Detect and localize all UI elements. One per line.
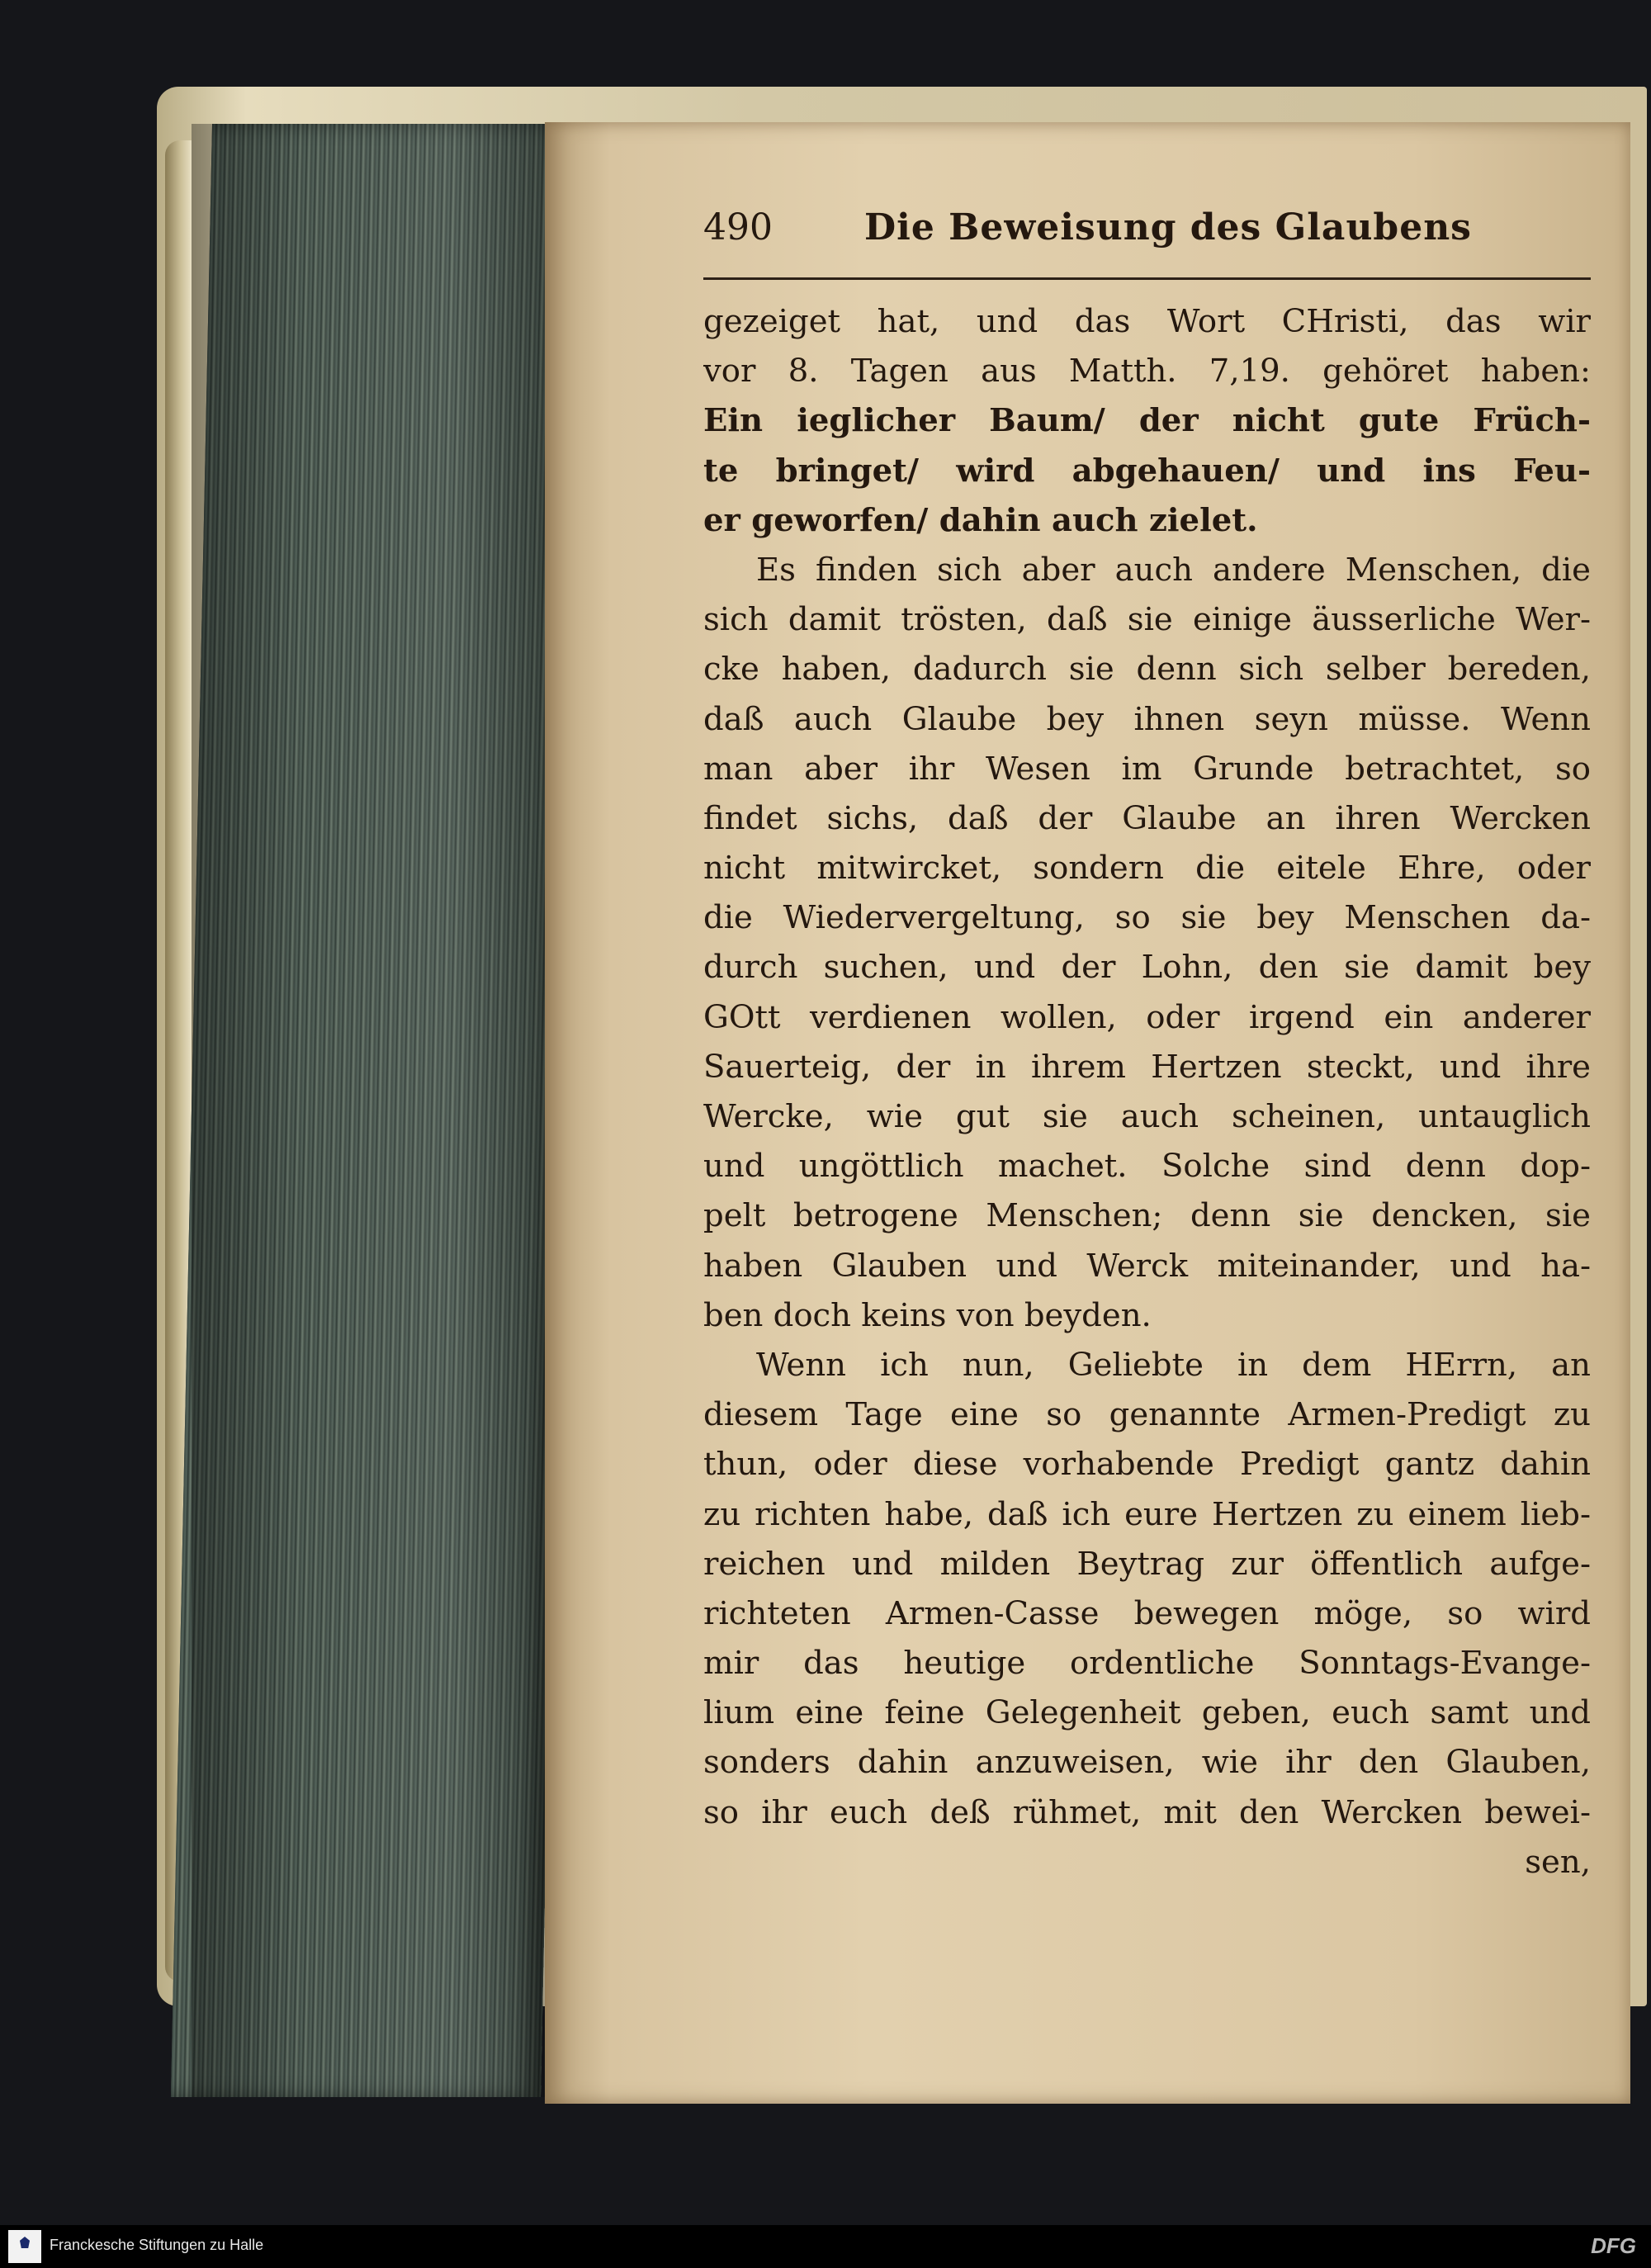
page-fore-edge-shade: [192, 124, 561, 2097]
text-line: thun, oder diese vorhabende Predigt gantz dahin: [703, 1446, 1591, 1484]
text-line: sonders dahin anzuweisen, wie ihr den Glauben,: [703, 1744, 1591, 1782]
funder-brand: DFG: [1591, 2233, 1636, 2258]
body-text: [703, 297, 1591, 1887]
text-line: te bringet/ wird abgehauen/ und ins Feu-: [703, 452, 1591, 490]
text-line: Ein ieglicher Baum/ der nicht gute Früch-: [703, 402, 1591, 440]
running-head: [691, 206, 1591, 264]
text-line: Wenn ich nun, Geliebte in dem HErrn, an: [756, 1346, 1591, 1384]
text-line: Wercke, wie gut sie auch scheinen, untauglich: [703, 1098, 1591, 1135]
institution-logo: [8, 2230, 41, 2263]
text-line: ben doch keins von beyden.: [703, 1296, 1152, 1334]
text-line: nicht mitwircket, sondern die eitele Ehre, oder: [703, 850, 1591, 888]
text-line: sen,: [1525, 1843, 1591, 1881]
text-line: lium eine feine Gelegenheit geben, euch samt und: [703, 1694, 1591, 1732]
text-line: sich damit trösten, daß sie einige äusserliche Wer-: [703, 601, 1591, 639]
text-line: er geworfen/ dahin auch zielet.: [703, 501, 1258, 539]
viewer-footer: [0, 2225, 1651, 2268]
text-line: und ungöttlich machet. Solche sind denn dop-: [703, 1148, 1591, 1186]
text-line: Sauerteig, der in ihrem Hertzen steckt, und ihre: [703, 1048, 1591, 1086]
text-line: cke haben, dadurch sie denn sich selber bereden,: [703, 651, 1591, 689]
text-line: Es finden sich aber auch andere Menschen, die: [756, 551, 1591, 589]
text-line: richteten Armen-Casse bewegen möge, so wird: [703, 1594, 1591, 1632]
logo-mark-icon: [20, 2237, 30, 2248]
text-line: reichen und milden Beytrag zur öffentlich aufge-: [703, 1545, 1591, 1583]
text-line: gezeiget hat, und das Wort CHristi, das wir: [703, 303, 1591, 340]
text-line: so ihr euch deß rühmet, mit den Wercken bewei-: [703, 1793, 1591, 1831]
page-text-block: [691, 206, 1591, 1881]
text-line: diesem Tage eine so genannte Armen-Predigt zu: [703, 1396, 1591, 1434]
text-line: mir das heutige ordentliche Sonntags-Evange-: [703, 1645, 1591, 1683]
text-line: man aber ihr Wesen im Grunde betrachtet, so: [703, 750, 1591, 788]
text-line: durch suchen, und der Lohn, den sie damit bey: [703, 949, 1591, 987]
text-line: zu richten habe, daß ich eure Hertzen zu einem lieb-: [703, 1495, 1591, 1533]
text-line: die Wiedervergeltung, so sie bey Menschen da-: [703, 899, 1591, 937]
text-line: GOtt verdienen wollen, oder irgend ein anderer: [703, 998, 1591, 1036]
text-line: pelt betrogene Menschen; denn sie dencken, sie: [703, 1197, 1591, 1235]
institution-label: Franckesche Stiftungen zu Halle: [50, 2237, 264, 2253]
text-line: haben Glauben und Werck miteinander, und ha-: [703, 1247, 1591, 1285]
text-line: daß auch Glaube bey ihnen seyn müsse. Wenn: [703, 700, 1591, 738]
text-line: vor 8. Tagen aus Matth. 7,19. gehöret haben:: [703, 353, 1591, 391]
page-number: 490: [703, 206, 773, 249]
text-line: findet sichs, daß der Glaube an ihren Wercken: [703, 799, 1591, 837]
running-head-title: Die Beweisung des Glaubens: [864, 206, 1472, 249]
header-rule: [703, 277, 1591, 280]
